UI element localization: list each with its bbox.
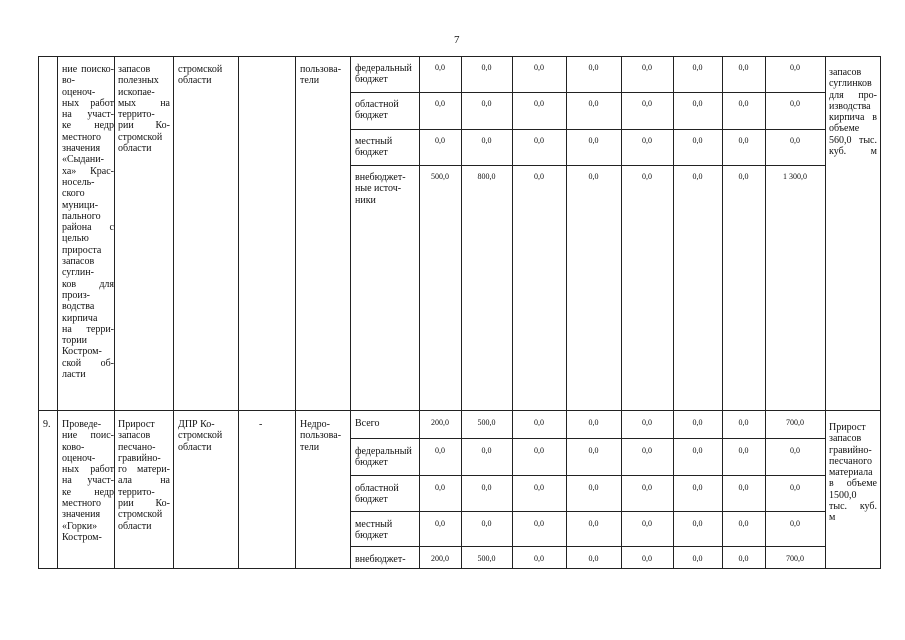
funding-value: 0,0 (435, 446, 445, 455)
funding-value: 0,0 (738, 99, 749, 108)
funding-value: 0,0 (790, 136, 800, 145)
column-rule (238, 56, 239, 568)
funding-source-label: областной бюджет (355, 99, 399, 122)
expected-result: запасов суглинков для про- изводства кирпича в объеме 560,0 тыс. куб. м (829, 67, 877, 158)
funding-value: 700,0 (786, 418, 804, 427)
funding-value: 0,0 (435, 136, 445, 145)
funding-value: 0,0 (738, 136, 749, 145)
funding-value: 0,0 (692, 136, 703, 145)
funding-value: 0,0 (435, 483, 445, 492)
funding-value: 500,0 (477, 554, 496, 563)
row-separator (38, 410, 881, 411)
funding-value: 0,0 (588, 63, 599, 72)
funding-value: 0,0 (790, 519, 800, 528)
funding-source-label: внебюджет- ные источ- ники (355, 172, 406, 206)
activity-name: ние поиско- во- оценоч- ных работ на участ- ке недр местного значения «Сыдани- ха» Крас- носель- ского муници- пального района с целью прироста запасов суглин- ков для произ- водства кирпича на терри- тории Костром- ской об- ласти (62, 64, 114, 381)
funding-value: 0,0 (588, 483, 599, 492)
funding-value: 0,0 (692, 418, 703, 427)
funding-value: 0,0 (534, 136, 544, 145)
executor: стромской области (178, 64, 223, 87)
funding-value: 0,0 (692, 446, 703, 455)
funding-value: 0,0 (642, 63, 652, 72)
funding-value: 0,0 (738, 519, 749, 528)
column-rule (880, 56, 881, 568)
executor: ДПР Ко- стромской области (178, 419, 223, 453)
funding-value: 0,0 (534, 418, 544, 427)
funding-value: 0,0 (588, 554, 599, 563)
row-number: 9. (43, 419, 51, 430)
funding-value: 0,0 (790, 446, 800, 455)
funding-value: 0,0 (692, 483, 703, 492)
funding-value: 0,0 (790, 63, 800, 72)
funding-value: 0,0 (692, 519, 703, 528)
funding-source-label: областной бюджет (355, 483, 399, 506)
funding-value: 0,0 (692, 554, 703, 563)
table-top-border (38, 56, 881, 57)
funding-source-label: местный бюджет (355, 136, 393, 159)
column-rule (38, 56, 39, 568)
funding-value: 0,0 (481, 99, 492, 108)
funding-value: 200,0 (431, 554, 449, 563)
participants: Недро- пользова- тели (300, 419, 342, 453)
funding-value: 0,0 (790, 483, 800, 492)
sub-row-rule (350, 165, 826, 166)
funding-value: 0,0 (692, 172, 703, 181)
funding-value: 0,0 (481, 63, 492, 72)
funding-value: 0,0 (481, 519, 492, 528)
funding-source-label: федеральный бюджет (355, 63, 412, 86)
funding-value: 0,0 (738, 418, 749, 427)
funding-value: 0,0 (588, 519, 599, 528)
activity-goal: запасов полезных ископае- мых на террито- рии Ко- стромской области (118, 64, 170, 155)
funding-value: 0,0 (738, 172, 749, 181)
funding-source-label: внебюджет- (355, 554, 406, 565)
funding-value: 0,0 (738, 483, 749, 492)
column-rule (350, 56, 351, 568)
funding-value: 500,0 (431, 172, 449, 181)
funding-value: 0,0 (481, 446, 492, 455)
funding-value: 0,0 (642, 483, 652, 492)
funding-value: 0,0 (588, 172, 599, 181)
funding-value: 0,0 (534, 172, 544, 181)
sub-row-rule (350, 92, 826, 93)
funding-value: 0,0 (642, 519, 652, 528)
funding-value: 0,0 (588, 99, 599, 108)
column-rule (173, 56, 174, 568)
column-rule (57, 56, 58, 568)
funding-value: 700,0 (786, 554, 804, 563)
column-rule (295, 56, 296, 568)
funding-value: 0,0 (692, 99, 703, 108)
funding-value: 0,0 (790, 99, 800, 108)
funding-value: 0,0 (534, 63, 544, 72)
funding-value: 800,0 (477, 172, 496, 181)
funding-value: 0,0 (642, 554, 652, 563)
funding-source-label: местный бюджет (355, 519, 393, 542)
funding-value: 0,0 (642, 99, 652, 108)
funding-value: 0,0 (435, 63, 445, 72)
funding-value: 0,0 (642, 172, 652, 181)
funding-value: 0,0 (534, 99, 544, 108)
participants: пользова- тели (300, 64, 342, 87)
funding-value: 0,0 (534, 483, 544, 492)
funding-value: 0,0 (642, 446, 652, 455)
funding-value: 0,0 (534, 446, 544, 455)
column-rule (825, 56, 826, 568)
funding-value: 0,0 (481, 483, 492, 492)
funding-value: 200,0 (431, 418, 449, 427)
funding-value: 0,0 (738, 554, 749, 563)
funding-value: 0,0 (738, 446, 749, 455)
expected-result: Прирост запасов гравийно- песчаного материала в объеме 1500,0 тыс. куб. м (829, 422, 877, 524)
funding-value: 0,0 (642, 418, 652, 427)
sub-row-rule (350, 438, 826, 439)
sub-row-rule (350, 511, 826, 512)
sub-row-rule (350, 546, 826, 547)
deadline: - (259, 419, 263, 430)
funding-value: 500,0 (477, 418, 496, 427)
activity-name: Проведе- ние поис- ково- оценоч- ных работ на участ- ке недр местного значения «Горки» Костром- (62, 419, 114, 543)
column-rule (114, 56, 115, 568)
funding-value: 0,0 (738, 63, 749, 72)
page-number: 7 (454, 34, 460, 46)
funding-value: 0,0 (534, 554, 544, 563)
table-bottom-border (38, 568, 881, 569)
activity-goal: Прирост запасов песчано- гравийно- го матери- ала на террито- рии Ко- стромской области (118, 419, 170, 532)
funding-value: 0,0 (435, 99, 445, 108)
funding-source-label: федеральный бюджет (355, 446, 412, 469)
funding-value: 0,0 (588, 446, 599, 455)
funding-value: 0,0 (534, 519, 544, 528)
sub-row-rule (350, 475, 826, 476)
funding-value: 0,0 (435, 519, 445, 528)
funding-value: 1 300,0 (783, 172, 807, 181)
funding-source-label: Всего (355, 418, 380, 429)
funding-value: 0,0 (692, 63, 703, 72)
funding-value: 0,0 (588, 136, 599, 145)
funding-value: 0,0 (588, 418, 599, 427)
funding-value: 0,0 (481, 136, 492, 145)
funding-value: 0,0 (642, 136, 652, 145)
sub-row-rule (350, 129, 826, 130)
